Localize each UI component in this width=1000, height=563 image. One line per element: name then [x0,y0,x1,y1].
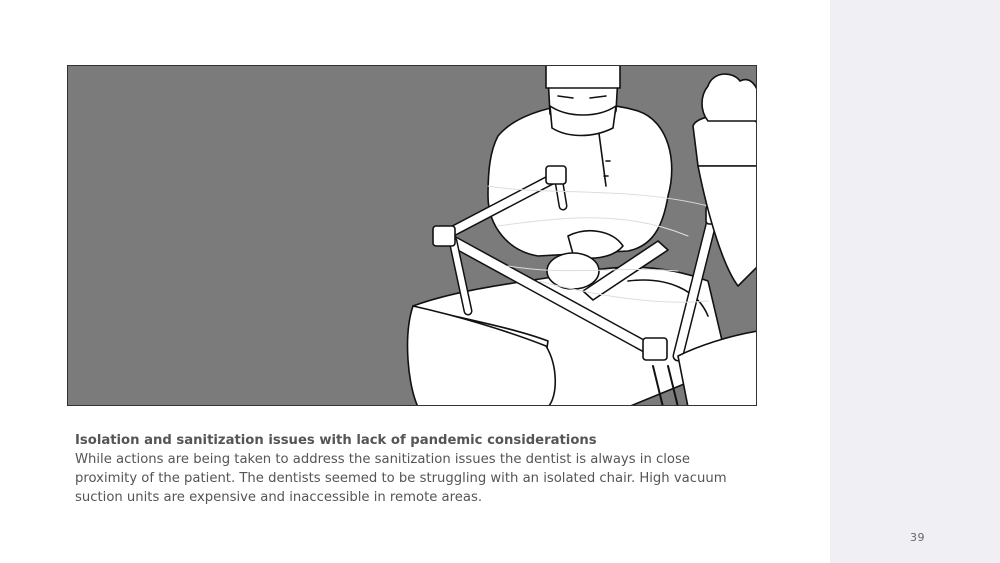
caption-block [75,431,735,507]
page-number: 39 [910,531,925,544]
dentist-isolation-illustration [67,65,757,406]
sketch-image [68,66,757,406]
caption-body: While actions are being taken to address the sanitization issues the dentist is always in close proximity of the patient. The dentists seemed to be struggling with an isolated chair. High vacuum suction units are expensive and inaccessible in remote areas. [75,452,727,505]
right-sidebar-panel [830,0,1000,563]
caption-title: Isolation and sanitization issues with lack of pandemic considerations [75,433,597,448]
